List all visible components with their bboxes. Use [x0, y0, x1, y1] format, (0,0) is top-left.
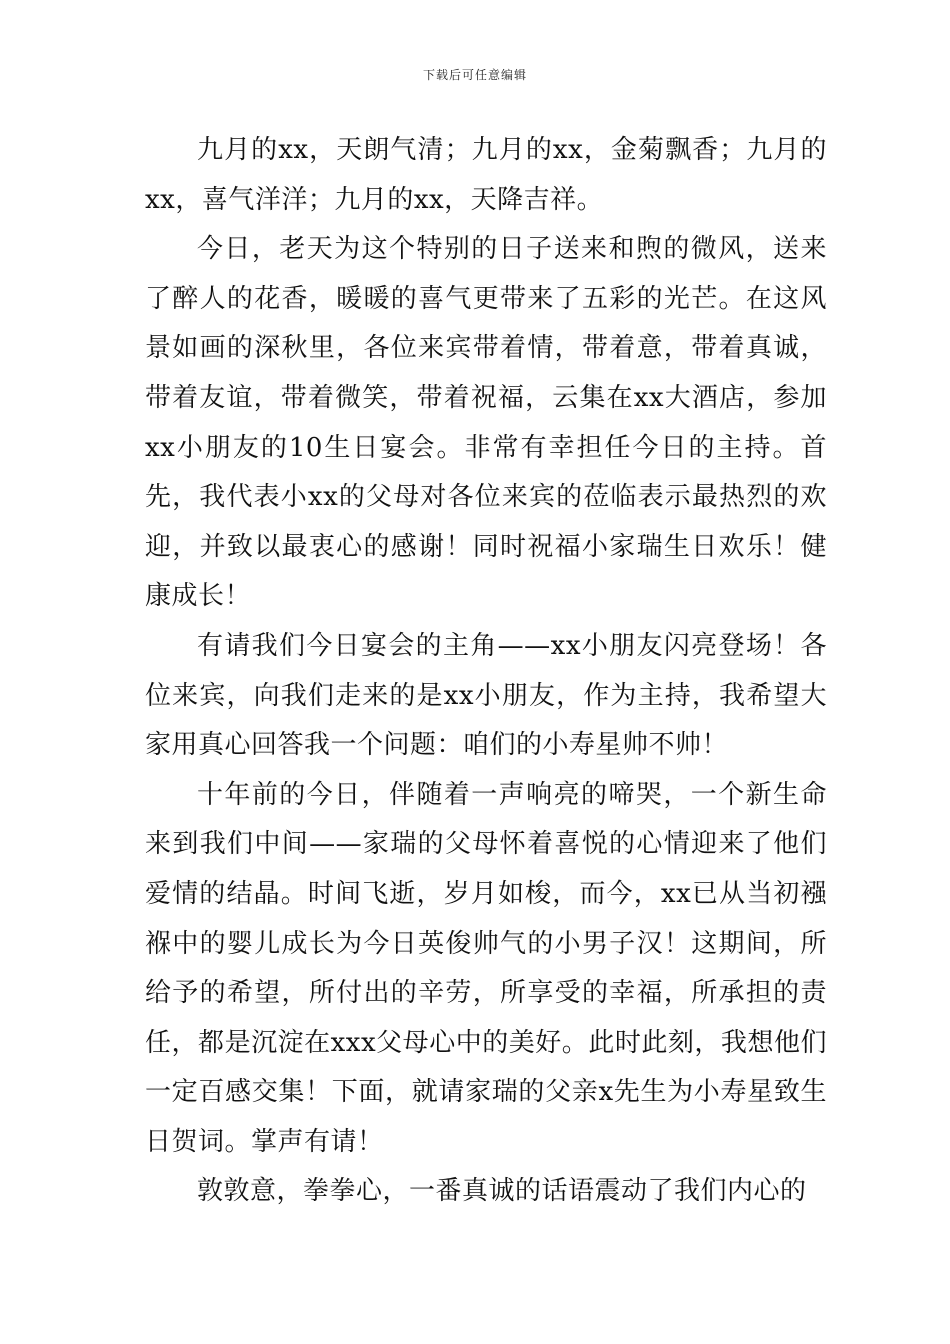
- page-header: 下载后可任意编辑: [422, 68, 527, 82]
- paragraph-5: 敦敦意，拳拳心，一番真诚的话语震动了我们内心的: [197, 1176, 807, 1207]
- paragraph-4: 十年前的今日，伴随着一声响亮的啼哭，一个新生命来到我们中间——家瑞的父母怀着喜悦的心情迎来了他们爱情的结晶。时间飞逝，岁月如梭，而今，xx已从当初襁褓中的婴儿成长为今日英俊帅气的小男子汉！这期间，所给予的希望，所付出的辛劳，所享受的幸福，所承担的责任，都是沉淀在xxx父母心中的美好。此时此刻，我想他们一定百感交集！下面，就请家瑞的父亲x先生为小寿星致生日贺词。掌声有请！: [145, 779, 827, 1157]
- document-body: [145, 126, 827, 1217]
- paragraph-1: 九月的xx，天朗气清；九月的xx，金菊飘香；九月的xx，喜气洋洋；九月的xx，天降吉祥。: [145, 135, 827, 215]
- paragraph-3: 有请我们今日宴会的主角——xx小朋友闪亮登场！各位来宾，向我们走来的是xx小朋友，作为主持，我希望大家用真心回答我一个问题：咱们的小寿星帅不帅！: [145, 630, 827, 761]
- paragraph-2: 今日，老天为这个特别的日子送来和煦的微风，送来了醉人的花香，暖暖的喜气更带来了五彩的光芒。在这风景如画的深秋里，各位来宾带着情，带着意，带着真诚，带着友谊，带着微笑，带着祝福，云集在xx大酒店，参加xx小朋友的10生日宴会。非常有幸担任今日的主持。首先，我代表小xx的父母对各位来宾的莅临表示最热烈的欢迎，并致以最衷心的感谢！同时祝福小家瑞生日欢乐！健康成长！: [145, 234, 827, 612]
